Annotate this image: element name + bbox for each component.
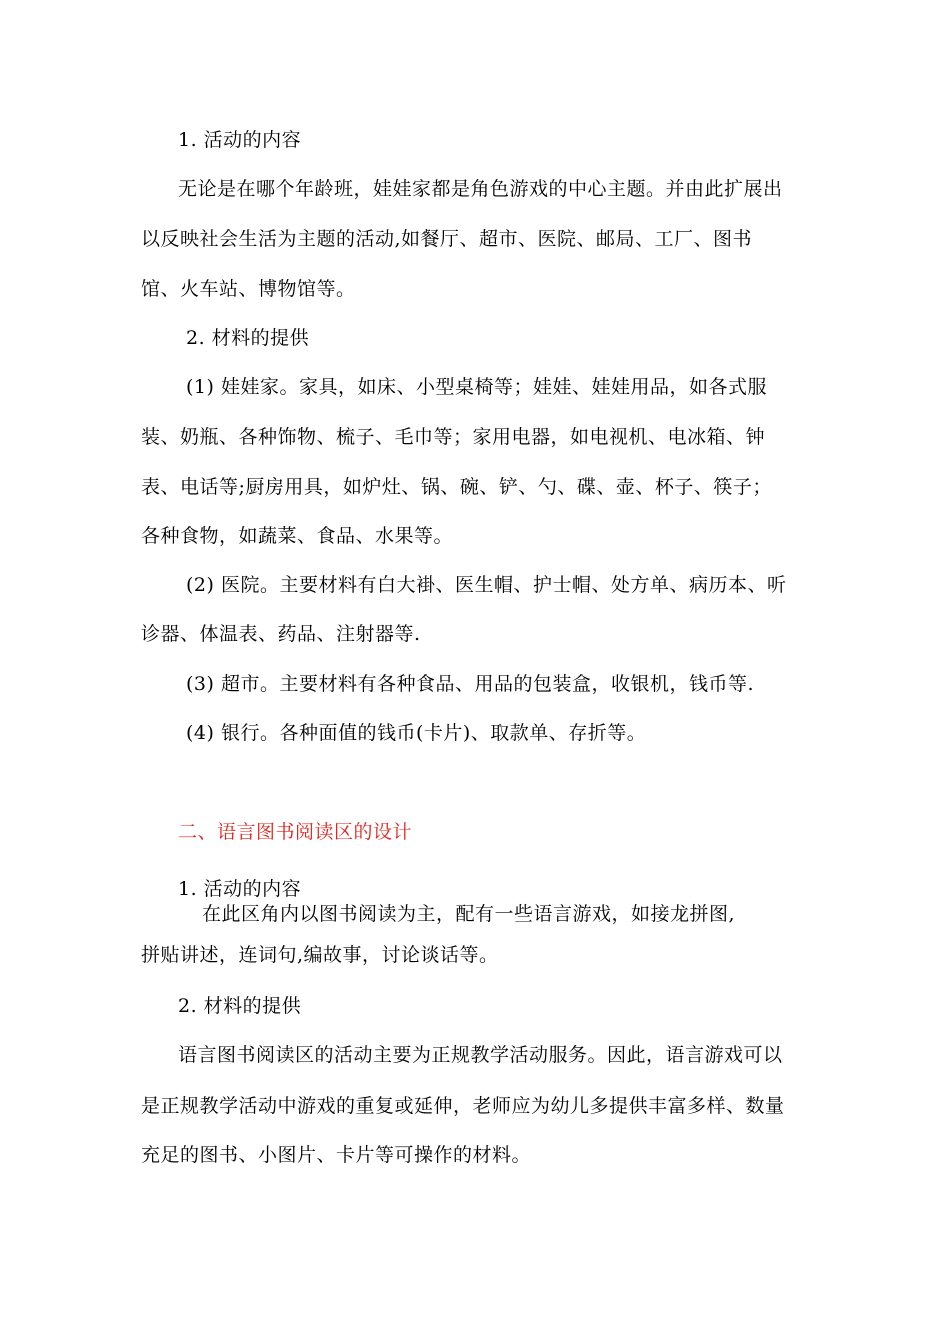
paragraph-line: (4) 银行。各种面值的钱币(卡片)、取款单、存折等。 xyxy=(186,722,647,744)
paragraph-line: 充足的图书、小图片、卡片等可操作的材料。 xyxy=(141,1144,532,1166)
paragraph-line: 各种食物，如蔬菜、食品、水果等。 xyxy=(141,525,454,547)
paragraph-line: 拼贴讲述，连词句,编故事，讨论谈话等。 xyxy=(141,944,499,966)
paragraph-line: (1) 娃娃家。家具，如床、小型桌椅等；娃娃、娃娃用品，如各式服 xyxy=(186,376,767,398)
paragraph-line: 在此区角内以图书阅读为主，配有一些语言游戏，如接龙拼图, xyxy=(202,903,736,925)
item-title-activity-content: 1. 活动的内容 xyxy=(178,878,302,900)
paragraph-line: (3) 超市。主要材料有各种食品、用品的包装盒，收银机，钱币等. xyxy=(186,673,754,695)
paragraph-line: 诊器、体温表、药品、注射器等. xyxy=(141,623,421,645)
paragraph-line: 是正规教学活动中游戏的重复或延伸，老师应为幼儿多提供丰富多样、数量 xyxy=(141,1095,785,1117)
paragraph-line: (2) 医院。主要材料有白大褂、医生帽、护士帽、处方单、病历本、听 xyxy=(186,574,787,596)
item-title-materials: 2. 材料的提供 xyxy=(178,995,302,1017)
section-heading: 二、语言图书阅读区的设计 xyxy=(178,821,413,843)
paragraph-line: 语言图书阅读区的活动主要为正规教学活动服务。因此，语言游戏可以 xyxy=(178,1044,783,1066)
item-title-activity-content: 1. 活动的内容 xyxy=(178,129,302,151)
paragraph-line: 馆、火车站、博物馆等。 xyxy=(141,278,356,300)
paragraph-line: 无论是在哪个年龄班，娃娃家都是角色游戏的中心主题。并由此扩展出 xyxy=(178,178,783,200)
paragraph-line: 以反映社会生活为主题的活动,如餐厅、超市、医院、邮局、工厂、图书 xyxy=(141,228,753,250)
item-title-materials: 2. 材料的提供 xyxy=(186,327,310,349)
paragraph-line: 表、电话等;厨房用具，如炉灶、锅、碗、铲、勺、碟、壶、杯子、筷子； xyxy=(141,476,772,498)
paragraph-line: 装、奶瓶、各种饰物、梳子、毛巾等；家用电器，如电视机、电冰箱、钟 xyxy=(141,426,766,448)
